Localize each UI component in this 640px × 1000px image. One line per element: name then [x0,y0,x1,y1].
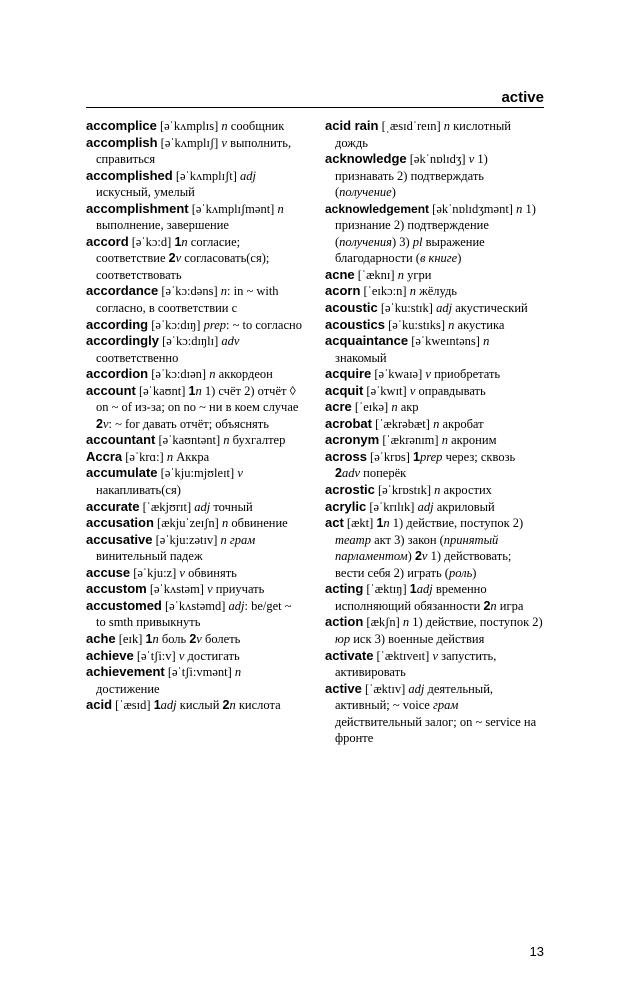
transcription: [əˈkɔ:dɪən] [148,367,210,382]
transcription: [əˈkɔ:dɪŋlɪ] [158,334,222,349]
headword: active [325,680,362,696]
headword: acoustic [325,300,378,316]
headword: acknowledgement [325,201,430,216]
definition: 1) действовать; вести себя 2) играть ( [335,549,512,580]
part-of-speech: adv [341,466,361,481]
headword: accustom [86,581,147,597]
transcription: [ˈækrəbæt] [371,416,434,431]
dictionary-entry [86,118,304,135]
transcription: [əˈku:stɪks] [384,317,449,332]
headword: acre [325,399,352,415]
transcription: [ˌæsɪdˈreɪn] [378,119,444,133]
definition: ) [407,549,415,564]
headword: accurate [86,498,140,514]
headword: ache [86,630,116,646]
definition: болеть [201,631,241,646]
part-of-speech: n [234,665,242,680]
part-of-speech: adj [160,698,177,713]
definition: точный [210,499,253,514]
dictionary-entry [86,168,304,201]
part-of-speech: adj [416,582,433,597]
dictionary-entry [86,515,304,532]
dictionary-entry [86,201,304,234]
transcription: [əˈkʌmplɪʃ] [157,135,222,150]
headword: accuse [86,564,131,580]
transcription: [əˈkju:zətɪv] [152,532,221,547]
sense-number: 2 [335,466,342,481]
definition: деятельный, активный; ~ voice [335,681,494,713]
part-of-speech: adv [221,334,240,349]
dictionary-entry [86,383,304,433]
definition: акроним [447,433,497,448]
headword: accomplished [86,167,173,183]
headword: Accra [86,448,123,464]
definition: винительный падеж [96,549,203,564]
definition: ) [472,565,477,580]
transcription: [əkˈnɒlɪdʒ] [406,152,469,167]
dictionary-entry [86,648,304,665]
headword: across [325,448,367,464]
dictionary-entry [86,581,304,598]
running-head: active [501,89,544,106]
transcription: [əˈkɔ:dəns] [158,284,221,299]
headword: acrobat [325,415,372,431]
part-of-speech: n [277,201,284,216]
dictionary-entry [325,201,543,267]
part-of-speech: n [195,383,202,398]
definition: обвинение [228,516,288,531]
dictionary-entry [325,399,543,416]
transcription: [ækʃn] [363,615,403,630]
sense-number: 2 [189,631,197,646]
definition: бухгалтер [229,433,286,448]
headword: acoustics [325,316,385,332]
sense-number: 2 [168,251,176,266]
sense-number: 1 [376,516,384,531]
dictionary-entry [86,283,304,316]
dictionary-entry [325,499,543,516]
part-of-speech: n [483,334,490,349]
headword: action [325,614,364,630]
definition: иск 3) военные действия [350,631,485,646]
part-of-speech: v [421,549,428,564]
definition: ) [457,251,462,266]
part-of-speech: adj [408,681,425,696]
transcription: [əˈkju:z] [130,565,180,580]
dictionary-entry [86,333,304,366]
definition: акриловый [433,499,495,514]
part-of-speech: v [178,648,185,663]
dictionary-entry [325,648,543,681]
right-column [325,118,543,747]
definition: выполнение, завершение [96,218,229,233]
usage-label: грам [432,698,459,713]
part-of-speech: n [221,119,228,133]
part-of-speech: n [383,516,390,531]
definition: выражение благодарности ( [335,234,485,266]
part-of-speech: n [443,119,450,133]
dictionary-entry [86,135,304,168]
part-of-speech: n грам [220,532,256,547]
headword: accusative [86,531,153,547]
headword: achievement [86,664,165,680]
sense-number: 1 [145,631,153,646]
dictionary-entry [86,499,304,516]
part-of-speech: v [207,582,213,597]
dictionary-entry [86,631,304,648]
dictionary-entry [86,697,304,714]
headword: account [86,382,136,398]
transcription: [əˈkrɑ:] [122,449,167,464]
part-of-speech: v [468,152,475,167]
headword: acquaintance [325,333,409,349]
dictionary-entry [325,482,543,499]
definition: оправдывать [415,383,486,398]
definition: знакомый [335,350,387,365]
definition: 1) признавать 2) подтверждать ( [335,152,488,200]
headword: accumulate [86,465,158,481]
dictionary-entry [86,366,304,383]
definition: акростих [440,483,492,498]
definition: кислота [235,698,281,713]
part-of-speech: v [237,466,243,481]
definition: : ~ to согласно [226,317,302,332]
definition: акт 3) закон ( [370,532,444,547]
headword: accordance [86,283,159,299]
definition: искусный, умелый [96,185,195,200]
usage-label: роль [448,565,473,580]
usage-label: принятый парламентом [335,532,499,564]
part-of-speech: n [433,416,440,431]
sense-number: 1 [409,582,417,597]
definition: : be/get ~ to smth привыкнуть [96,598,292,630]
dictionary-entry [86,465,304,498]
headword: acquire [325,366,372,382]
definition: ) 3) [391,234,413,249]
part-of-speech: n [409,284,416,299]
definition: обвинять [184,565,237,580]
definition: боль [158,631,190,646]
definition: достижение [96,681,160,696]
dictionary-entry [86,664,304,697]
transcription: [əˈkʌmplɪʃt] [172,168,241,183]
transcription: [əˈkɔ:d] [128,234,175,249]
dictionary-entry [325,333,543,366]
transcription: [əˈtʃi:vmənt] [164,665,235,680]
part-of-speech: n [402,615,410,630]
part-of-speech: v [432,648,438,663]
usage-label: получение [339,185,392,200]
part-of-speech: n [441,433,448,448]
left-column [86,118,304,714]
part-of-speech: n [223,433,230,448]
part-of-speech: v [221,135,227,150]
transcription: [əˈkwaɪə] [371,367,426,382]
transcription: [ˈæktɪŋ] [363,582,410,597]
header-rule [86,107,544,108]
part-of-speech: v [196,631,202,646]
headword: activate [325,647,374,663]
dictionary-entry [325,300,543,317]
dictionary-entry [325,681,543,747]
part-of-speech: n [490,598,497,613]
headword: acid rain [325,118,379,133]
definition: достигать [184,648,240,663]
headword: acne [325,266,355,282]
transcription: [əˈkʌmplɪʃmənt] [188,201,278,216]
transcription: [ˈeɪkɔ:n] [360,284,410,299]
transcription: [əˈkwɪt] [363,383,410,398]
dictionary-entry [86,234,304,284]
dictionary-entry [86,565,304,582]
definition: накапливать(ся) [96,483,181,498]
dictionary-entry [325,283,543,300]
part-of-speech: pl [412,234,423,249]
sense-number: 1 [188,383,196,398]
headword: accord [86,233,129,249]
definition: Аккра [173,449,210,464]
transcription: [əkˈnɒlɪdʒmənt] [429,201,517,216]
definition: согласие; соответствие [96,234,241,266]
dictionary-entry [325,118,543,151]
transcription: [əˈkweɪntəns] [408,334,484,349]
definition: акр [397,400,419,415]
transcription: [əˈkrɒs] [366,449,414,464]
dictionary-entry [86,317,304,334]
sense-number: 1 [174,234,182,249]
dictionary-entry [325,267,543,284]
definition: поперёк [360,466,407,481]
part-of-speech: v [175,251,182,266]
sense-number: 2 [222,698,230,713]
definition: 1) действие, поступок 2) [409,615,543,630]
dictionary-entry [325,366,543,383]
transcription: [əˈkaʊntənt] [155,433,224,448]
headword: accomplish [86,134,158,150]
part-of-speech: adj [228,598,245,613]
transcription: [əˈkʌstəmd] [161,598,229,613]
sense-number: 1 [413,449,420,464]
headword: accomplice [86,118,157,133]
definition: согласовать(ся); соответствовать [96,251,270,282]
headword: acquit [325,382,364,398]
part-of-speech: n [448,317,455,332]
transcription: [əˈkrɪlɪk] [366,499,418,514]
dictionary-entry [86,598,304,631]
part-of-speech: v [179,565,185,580]
definition: 1) действие, поступок 2) [389,516,524,531]
definition: аккордеон [215,367,273,382]
headword: accusation [86,515,154,531]
definition: приобретать [430,367,501,382]
part-of-speech: n [209,367,216,382]
part-of-speech: n [220,284,227,299]
part-of-speech: n [166,449,174,464]
dictionary-entry [325,383,543,400]
transcription: [ˈæsɪd] [112,698,154,713]
dictionary-entry [325,614,543,647]
definition: ) [391,185,396,200]
usage-label: театр [335,532,371,547]
usage-label: получения [339,234,392,249]
part-of-speech: n [434,483,441,498]
transcription: [əˈkʌmplɪs] [156,119,222,133]
transcription: [ˈeɪkə] [351,400,392,415]
transcription: [eɪk] [115,631,146,646]
definition: сообщник [227,119,285,133]
headword: acorn [325,283,361,299]
part-of-speech: prep [203,317,227,332]
part-of-speech: adj [436,301,453,316]
part-of-speech: n [152,631,159,646]
dictionary-entry [325,515,543,581]
dictionary-entry [325,416,543,433]
page-number: 13 [529,944,544,959]
definition: через; сквозь [442,449,516,464]
transcription: [ˈæktɪv] [361,681,409,696]
definition: 1) признание 2) подтверждение ( [335,201,536,249]
part-of-speech: v [102,416,109,431]
sense-number: 2 [414,549,422,564]
headword: according [86,316,149,332]
transcription: [əˈtʃi:v] [133,648,179,663]
part-of-speech: n [229,698,236,713]
dictionary-entry [325,449,543,482]
part-of-speech: n [397,267,404,282]
headword: acid [86,697,113,713]
part-of-speech: adj [194,499,211,514]
definition: запустить, активировать [335,648,497,680]
dictionary-entry [325,317,543,334]
part-of-speech: adj [240,168,257,183]
part-of-speech: adj [417,499,434,514]
headword: acknowledge [325,151,407,167]
definition: кислый [176,698,223,713]
sense-number: 2 [483,598,491,613]
headword: achieve [86,647,134,663]
dictionary-entry [86,532,304,565]
transcription: [əˈkʌstəm] [146,582,208,597]
definition: приучать [212,582,265,597]
headword: act [325,515,344,531]
transcription: [ækt] [343,516,377,531]
headword: acrylic [325,498,367,514]
dictionary-entry [325,581,543,614]
part-of-speech: prep [419,449,443,464]
headword: accountant [86,432,156,448]
transcription: [əˈkrɒstɪk] [374,483,435,498]
definition: соответственно [96,350,179,365]
definition: жёлудь [415,284,458,299]
dictionary-entry [325,151,543,201]
headword: accustomed [86,597,162,613]
transcription: [əˈku:stɪk] [377,301,437,316]
part-of-speech: n [516,201,523,216]
transcription: [ˈækjʊrɪt] [139,499,195,514]
definition: кислотный дождь [335,119,511,150]
transcription: [ˈæknɪ] [354,267,398,282]
dictionary-entry [86,432,304,449]
part-of-speech: n [391,400,398,415]
definition: акустический [452,301,528,316]
sense-number: 2 [96,416,103,431]
headword: acting [325,581,364,597]
definition: игра [496,598,524,613]
definition: акустика [454,317,505,332]
definition: акробат [439,416,484,431]
headword: acrostic [325,482,375,498]
part-of-speech: v [409,383,416,398]
part-of-speech: v [425,367,431,382]
part-of-speech: n [221,516,229,531]
headword: accordion [86,366,149,382]
transcription: [əˈkaʊnt] [135,383,189,398]
transcription: [əˈkɔ:dɪŋ] [148,317,204,332]
definition: угри [403,267,432,282]
sense-number: 1 [153,698,161,713]
dictionary-entry [325,432,543,449]
dictionary-entry [86,449,304,466]
headword: accordingly [86,333,159,349]
definition: действительный залог; on ~ service на фронте [335,714,537,746]
usage-label: в книге [419,251,458,266]
headword: accomplishment [86,200,189,216]
transcription: [ˈækrənɪm] [379,433,442,448]
transcription: [əˈkju:mjʊleɪt] [157,466,238,481]
definition: : ~ for давать отчёт; объяснять [108,416,269,431]
usage-label: юр [335,631,351,646]
definition: временно исполняющий обязанности [335,582,487,613]
definition: 1) счёт 2) отчёт ◊ on ~ of из-за; on no ~ ни в коем случае [96,383,299,415]
headword: acronym [325,432,380,448]
transcription: [ˈæktɪveɪt] [373,648,433,663]
definition: : in ~ with согласно, в соответствии с [96,284,279,316]
transcription: [ækjuˈzeɪʃn] [153,516,222,531]
definition: выполнить, справиться [96,135,292,167]
part-of-speech: n [181,234,188,249]
